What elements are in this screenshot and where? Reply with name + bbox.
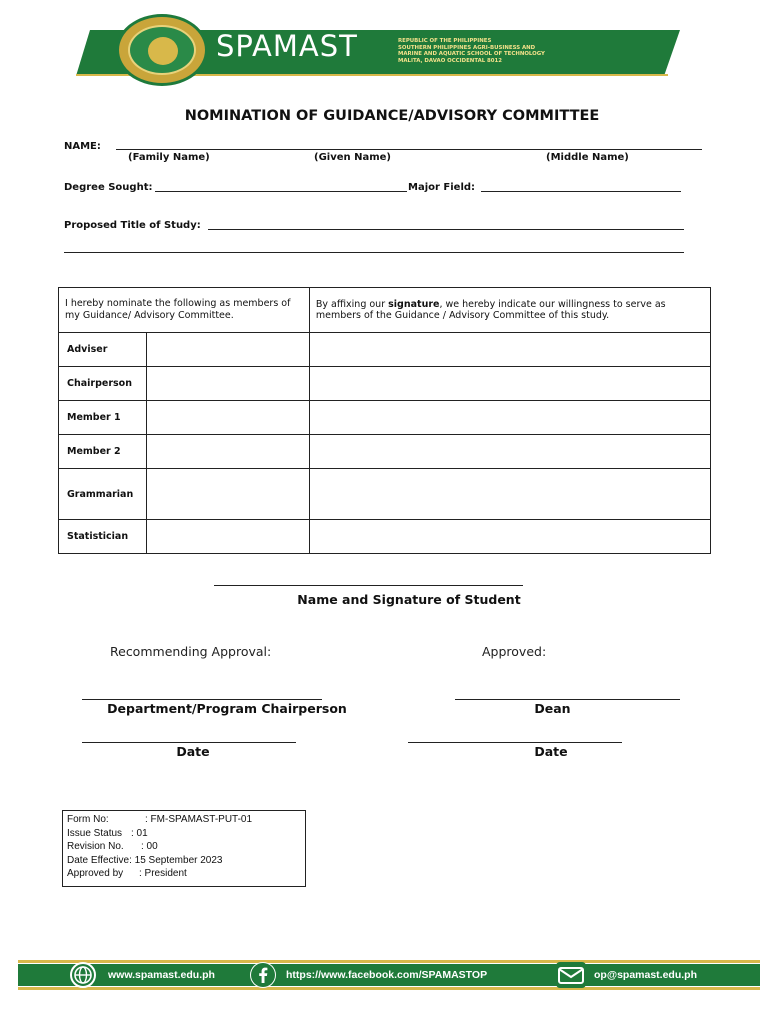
- approved-by-value: : President: [139, 868, 187, 879]
- middle-name-caption: (Middle Name): [546, 152, 629, 163]
- table-row: [59, 469, 711, 520]
- issue-status-value: : 01: [131, 827, 148, 839]
- role-label: Chairperson: [59, 367, 147, 401]
- school-name-line: MARINE AND AQUATIC SCHOOL OF TECHNOLOGY: [398, 51, 545, 57]
- facebook-icon: [250, 962, 276, 988]
- role-label: Statistician: [59, 520, 147, 554]
- date-effective-value: 15 September 2023: [134, 854, 223, 866]
- approved-by-row: [67, 867, 301, 881]
- role-label: Grammarian: [59, 469, 147, 520]
- approved-by-label: Approved by: [67, 868, 124, 879]
- footer-facebook-link[interactable]: https://www.facebook.com/SPAMASTOP: [286, 969, 488, 981]
- student-signature-line[interactable]: [214, 585, 523, 586]
- table-row: [59, 333, 711, 367]
- revision-row: [67, 840, 301, 854]
- degree-sought-label: Degree Sought:: [64, 182, 153, 193]
- date-line-right[interactable]: [408, 742, 622, 743]
- proposed-title-label: Proposed Title of Study:: [64, 220, 201, 231]
- form-no-label: Form No:: [67, 814, 109, 825]
- degree-sought-line[interactable]: [155, 191, 407, 192]
- footer-website-link[interactable]: www.spamast.edu.ph: [108, 969, 215, 981]
- nominee-name-cell[interactable]: [147, 333, 310, 367]
- signature-statement-bold: signature: [388, 299, 440, 310]
- school-seal-logo: [116, 14, 208, 86]
- school-name-block: [398, 38, 578, 64]
- given-name-caption: (Given Name): [314, 152, 391, 163]
- revision-label: Revision No.: [67, 841, 124, 852]
- signature-statement-pre: By affixing our: [315, 299, 389, 310]
- footer-gold-top: [18, 960, 760, 963]
- issue-status-label: Issue Status: [67, 827, 123, 839]
- form-info-box: [62, 810, 306, 887]
- date-effective-row: [67, 854, 301, 868]
- role-label: Member 1: [59, 401, 147, 435]
- header-banner: [76, 14, 680, 86]
- nominee-name-cell[interactable]: [147, 435, 310, 469]
- approved-label: Approved:: [482, 644, 547, 659]
- role-label: Member 2: [59, 435, 147, 469]
- date-line-left[interactable]: [82, 742, 296, 743]
- committee-table: [58, 287, 711, 554]
- footer-gold-bottom: [18, 987, 760, 990]
- role-label: Adviser: [59, 333, 147, 367]
- school-name-line: SOUTHERN PHILIPPINES AGRI-BUSINESS AND: [398, 44, 536, 51]
- student-signature-caption: Name and Signature of Student: [297, 592, 521, 607]
- committee-header-row: [59, 288, 711, 333]
- nominee-name-cell[interactable]: [147, 401, 310, 435]
- footer-email-link[interactable]: op@spamast.edu.ph: [594, 969, 698, 981]
- issue-status-row: [67, 827, 301, 841]
- name-line[interactable]: [116, 149, 702, 150]
- proposed-title-line-2[interactable]: [64, 252, 684, 253]
- mail-icon: [556, 962, 586, 988]
- nominee-name-cell[interactable]: [147, 367, 310, 401]
- form-no-value: : FM-SPAMAST-PUT-01: [145, 814, 253, 825]
- signature-cell[interactable]: [309, 435, 710, 469]
- chairperson-caption: Department/Program Chairperson: [107, 701, 347, 716]
- signature-cell[interactable]: [309, 333, 710, 367]
- signature-statement-post: , we hereby indicate our willingness to serve as members of the Guidance / Advisory Committee of this study.: [315, 299, 666, 321]
- table-row: [59, 435, 711, 469]
- school-name-line: MALITA, DAVAO OCCIDENTAL 8012: [398, 57, 503, 64]
- brand-name: SPAMAST: [216, 29, 358, 63]
- date-caption-left: Date: [176, 744, 210, 759]
- table-row: [59, 520, 711, 554]
- major-field-label: Major Field:: [408, 182, 476, 193]
- recommending-approval-label: Recommending Approval:: [110, 644, 272, 659]
- dean-caption: Dean: [534, 701, 571, 716]
- revision-value: : 00: [141, 841, 158, 852]
- nominee-name-cell[interactable]: [147, 520, 310, 554]
- table-row: [59, 367, 711, 401]
- signature-statement: [309, 288, 710, 333]
- nominee-name-cell[interactable]: [147, 469, 310, 520]
- family-name-caption: (Family Name): [128, 152, 210, 163]
- major-field-line[interactable]: [481, 191, 681, 192]
- proposed-title-line[interactable]: [208, 229, 684, 230]
- chairperson-signature-line[interactable]: [82, 699, 322, 700]
- signature-cell[interactable]: [309, 520, 710, 554]
- form-title: NOMINATION OF GUIDANCE/ADVISORY COMMITTEE: [184, 108, 600, 124]
- form-no-row: [67, 813, 301, 827]
- signature-cell[interactable]: [309, 401, 710, 435]
- globe-icon: [70, 962, 96, 988]
- signature-cell[interactable]: [309, 469, 710, 520]
- signature-cell[interactable]: [309, 367, 710, 401]
- date-effective-label: Date Effective:: [67, 854, 132, 866]
- name-label: NAME:: [64, 141, 101, 152]
- footer-bar: [18, 960, 760, 990]
- dean-signature-line[interactable]: [455, 699, 680, 700]
- nomination-statement: I hereby nominate the following as members of my Guidance/ Advisory Committee.: [59, 288, 310, 333]
- table-row: [59, 401, 711, 435]
- school-name-line: REPUBLIC OF THE PHILIPPINES: [398, 38, 492, 44]
- date-caption-right: Date: [534, 744, 568, 759]
